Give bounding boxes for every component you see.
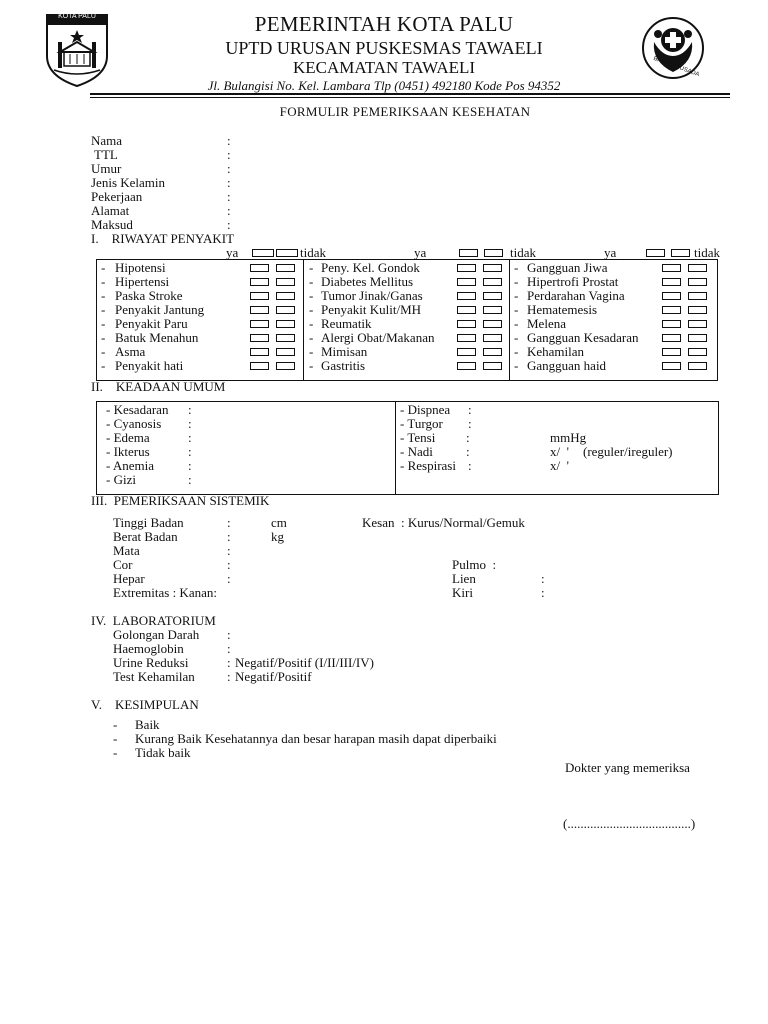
extremitas-label: Extremitas : Kanan: — [113, 585, 217, 600]
separator: : — [188, 444, 192, 459]
checkbox-tidak[interactable] — [688, 264, 707, 272]
disease-label: Paska Stroke — [115, 288, 183, 303]
field-pekerjaan-label: Pekerjaan — [91, 189, 143, 204]
berat-badan-label: Berat Badan — [113, 529, 178, 544]
list-dash: - — [101, 274, 106, 289]
checkbox-tidak[interactable] — [276, 306, 295, 314]
disease-label: Hipotensi — [115, 260, 166, 275]
list-dash: - — [514, 260, 519, 275]
list-dash: - — [309, 260, 314, 275]
disease-label: Gangguan Kesadaran — [527, 330, 639, 345]
list-dash: - — [309, 344, 314, 359]
disease-label: Gastritis — [321, 358, 366, 373]
list-dash: - — [514, 330, 519, 345]
label: Respirasi — [407, 458, 456, 473]
header-checkbox-tidak — [484, 249, 503, 257]
separator: : — [227, 161, 231, 176]
golongan-darah-label: Golongan Darah — [113, 627, 200, 642]
checkbox-tidak[interactable] — [688, 320, 707, 328]
list-dash: - — [309, 302, 314, 317]
section-5-title: V. KESIMPULAN — [91, 697, 199, 712]
test-kehamilan-value: Negatif/Positif — [235, 669, 312, 684]
checkbox-ya[interactable] — [457, 334, 476, 342]
nadi-note: (reguler/ireguler) — [583, 444, 673, 459]
checkbox-tidak[interactable] — [483, 278, 502, 286]
separator: : — [541, 585, 545, 600]
hepar-label: Hepar — [113, 571, 145, 586]
tinggi-badan-label: Tinggi Badan — [113, 515, 184, 530]
header-checkbox-ya — [459, 249, 478, 257]
checkbox-ya[interactable] — [250, 292, 269, 300]
checkbox-tidak[interactable] — [276, 348, 295, 356]
label: Cyanosis — [113, 416, 162, 431]
disease-label: Reumatik — [321, 316, 372, 331]
header-tidak: tidak — [510, 245, 536, 260]
disease-label: Penyakit Kulit/MH — [321, 302, 422, 317]
checkbox-ya[interactable] — [457, 264, 476, 272]
test-kehamilan-label: Test Kehamilan — [113, 669, 195, 684]
checkbox-tidak[interactable] — [483, 334, 502, 342]
separator: : — [227, 655, 231, 670]
checkbox-ya[interactable] — [662, 278, 681, 286]
table-column-divider — [509, 259, 510, 380]
list-dash: - — [101, 288, 106, 303]
header-line-2: UPTD URUSAN PUSKESMAS TAWAELI — [225, 38, 543, 58]
disease-label: Gangguan haid — [527, 358, 607, 373]
checkbox-ya[interactable] — [662, 362, 681, 370]
urine-reduksi-label: Urine Reduksi — [113, 655, 189, 670]
list-dash: - — [514, 358, 519, 373]
field-umur-label: Umur — [91, 161, 122, 176]
label: Tidak baik — [135, 745, 191, 760]
item-dispnea: - Dispnea — [400, 402, 451, 417]
disease-label: Mimisan — [321, 344, 368, 359]
separator: : — [227, 217, 231, 232]
item-kesadaran: - Kesadaran — [106, 402, 169, 417]
separator: : — [188, 416, 192, 431]
field-alamat-label: Alamat — [91, 203, 130, 218]
header-divider-thick — [90, 93, 730, 95]
kesimpulan-option: - Kurang Baik Kesehatannya dan besar harapan masih dapat diperbaiki — [113, 731, 497, 746]
separator: : — [188, 402, 192, 417]
checkbox-tidak[interactable] — [688, 348, 707, 356]
header-ya: ya — [414, 245, 427, 260]
checkbox-tidak[interactable] — [483, 362, 502, 370]
logo-left-text: KOTA PALU — [58, 13, 96, 20]
kesan-label: Kesan : Kurus/Normal/Gemuk — [362, 515, 525, 530]
signature-line: (......................................) — [563, 816, 696, 831]
checkbox-ya[interactable] — [457, 362, 476, 370]
list-dash: - — [101, 260, 106, 275]
nadi-unit: x/ ' — [550, 444, 569, 459]
disease-label: Batuk Menahun — [115, 330, 199, 345]
kesimpulan-option: - Tidak baik — [113, 745, 191, 760]
checkbox-tidak[interactable] — [688, 278, 707, 286]
disease-label: Melena — [527, 316, 566, 331]
disease-label: Peny. Kel. Gondok — [321, 260, 420, 275]
header-line-3: KECAMATAN TAWAELI — [292, 58, 476, 77]
field-nama-label: Nama — [91, 133, 123, 148]
checkbox-ya[interactable] — [250, 334, 269, 342]
separator: : — [227, 203, 231, 218]
label: Turgor — [407, 416, 443, 431]
separator: : — [227, 147, 231, 162]
checkbox-ya[interactable] — [250, 320, 269, 328]
list-dash: - — [514, 288, 519, 303]
header-checkbox-ya — [646, 249, 665, 257]
header-checkbox-ya — [252, 249, 274, 257]
item-turgor: - Turgor — [400, 416, 443, 431]
list-dash: - — [514, 274, 519, 289]
list-dash: - — [101, 330, 106, 345]
separator: : — [468, 458, 472, 473]
logo-right-text: BHAKTI HUSADA — [652, 55, 700, 79]
label: Tensi — [407, 430, 436, 445]
separator: : — [227, 641, 231, 656]
list-dash: - — [309, 288, 314, 303]
separator: : — [227, 543, 231, 558]
tinggi-unit: cm — [271, 515, 287, 530]
separator: : — [188, 430, 192, 445]
item-cyanosis: - Cyanosis — [106, 416, 162, 431]
checkbox-ya[interactable] — [457, 348, 476, 356]
disease-label: Asma — [115, 344, 146, 359]
header-tidak: tidak — [694, 245, 720, 260]
separator: : — [227, 515, 231, 530]
section-2-title: II. KEADAAN UMUM — [91, 379, 226, 394]
list-dash: - — [101, 344, 106, 359]
label: Kurang Baik Kesehatannya dan besar harapan masih dapat diperbaiki — [135, 731, 497, 746]
kesimpulan-option: - Baik — [113, 717, 160, 732]
disease-label: Alergi Obat/Makanan — [321, 330, 435, 345]
label: Edema — [113, 430, 150, 445]
checkbox-tidak[interactable] — [688, 292, 707, 300]
item-respirasi: - Respirasi — [400, 458, 456, 473]
list-dash: - — [101, 316, 106, 331]
header-tidak: tidak — [300, 245, 326, 260]
separator: : — [227, 669, 231, 684]
checkbox-ya[interactable] — [457, 278, 476, 286]
list-dash: - — [309, 316, 314, 331]
checkbox-tidak[interactable] — [276, 264, 295, 272]
checkbox-tidak[interactable] — [688, 306, 707, 314]
disease-label: Diabetes Mellitus — [321, 274, 414, 289]
checkbox-ya[interactable] — [457, 320, 476, 328]
item-anemia: - Anemia — [106, 458, 155, 473]
disease-label: Penyakit hati — [115, 358, 184, 373]
checkbox-ya[interactable] — [457, 306, 476, 314]
checkbox-ya[interactable] — [662, 320, 681, 328]
checkbox-ya[interactable] — [250, 348, 269, 356]
disease-label: Penyakit Paru — [115, 316, 188, 331]
item-ikterus: - Ikterus — [106, 444, 150, 459]
list-dash: - — [309, 358, 314, 373]
checkbox-tidak[interactable] — [483, 292, 502, 300]
mata-label: Mata — [113, 543, 140, 558]
separator: : — [227, 133, 231, 148]
disease-label: Hematemesis — [527, 302, 598, 317]
lien-label: Lien — [452, 571, 476, 586]
separator: : — [468, 402, 472, 417]
list-dash: - — [309, 330, 314, 345]
separator: : — [227, 571, 231, 586]
label: Gizi — [113, 472, 136, 487]
header-divider-thin — [90, 97, 730, 98]
separator: : — [466, 430, 470, 445]
field-ttl-label: TTL — [91, 147, 118, 162]
checkbox-ya[interactable] — [662, 334, 681, 342]
list-dash: - — [101, 358, 106, 373]
pulmo-label: Pulmo : — [452, 557, 497, 572]
separator: : — [188, 458, 192, 473]
respirasi-unit: x/ ' — [550, 458, 569, 473]
checkbox-ya[interactable] — [457, 292, 476, 300]
disease-label: Tumor Jinak/Ganas — [321, 288, 423, 303]
list-dash: - — [514, 302, 519, 317]
separator: : — [468, 416, 472, 431]
label: Ikterus — [113, 444, 150, 459]
berat-unit: kg — [271, 529, 284, 544]
checkbox-tidak[interactable] — [688, 334, 707, 342]
separator: : — [227, 627, 231, 642]
checkbox-ya[interactable] — [250, 278, 269, 286]
item-tensi: - Tensi — [400, 430, 436, 445]
label: Anemia — [112, 458, 155, 473]
checkbox-tidak[interactable] — [483, 264, 502, 272]
header-ya: ya — [226, 245, 239, 260]
label: Nadi — [407, 444, 433, 459]
separator: : — [227, 175, 231, 190]
list-dash: - — [309, 274, 314, 289]
kiri-label: Kiri — [452, 585, 473, 600]
label: Dispnea — [407, 402, 451, 417]
checkbox-ya[interactable] — [250, 306, 269, 314]
disease-label: Perdarahan Vagina — [527, 288, 625, 303]
cor-label: Cor — [113, 557, 133, 572]
checkbox-tidak[interactable] — [276, 320, 295, 328]
disease-label: Penyakit Jantung — [115, 302, 205, 317]
disease-label: Kehamilan — [527, 344, 585, 359]
checkbox-ya[interactable] — [662, 306, 681, 314]
checkbox-ya[interactable] — [250, 362, 269, 370]
table-column-divider — [303, 259, 304, 380]
urine-reduksi-value: Negatif/Positif (I/II/III/IV) — [235, 655, 374, 670]
checkbox-tidak[interactable] — [483, 320, 502, 328]
section-4-title: IV. LABORATORIUM — [91, 613, 216, 628]
header-address: Jl. Bulangisi No. Kel. Lambara Tlp (0451) 492180 Kode Pos 94352 — [207, 78, 561, 93]
checkbox-tidak[interactable] — [276, 278, 295, 286]
list-dash: - — [101, 302, 106, 317]
checkbox-ya[interactable] — [250, 264, 269, 272]
header-checkbox-tidak — [671, 249, 690, 257]
form-title: FORMULIR PEMERIKSAAN KESEHATAN — [279, 104, 531, 119]
tensi-unit: mmHg — [550, 430, 587, 445]
header-ya: ya — [604, 245, 617, 260]
header-line-1: PEMERINTAH KOTA PALU — [254, 12, 514, 36]
item-edema: - Edema — [106, 430, 150, 445]
item-nadi: - Nadi — [400, 444, 433, 459]
checkbox-ya[interactable] — [662, 292, 681, 300]
checkbox-ya[interactable] — [662, 264, 681, 272]
separator: : — [466, 444, 470, 459]
checkbox-tidak[interactable] — [688, 362, 707, 370]
separator: : — [227, 557, 231, 572]
table-column-divider — [395, 401, 396, 494]
item-gizi: - Gizi — [106, 472, 136, 487]
disease-label: Hipertensi — [115, 274, 170, 289]
checkbox-tidak[interactable] — [276, 362, 295, 370]
field-jenis-kelamin-label: Jenis Kelamin — [91, 175, 166, 190]
separator: : — [188, 472, 192, 487]
checkbox-tidak[interactable] — [276, 292, 295, 300]
list-dash: - — [514, 344, 519, 359]
haemoglobin-label: Haemoglobin — [113, 641, 184, 656]
signature-label: Dokter yang memeriksa — [565, 760, 690, 775]
checkbox-ya[interactable] — [662, 348, 681, 356]
list-dash: - — [514, 316, 519, 331]
separator: : — [227, 189, 231, 204]
section-1-title: I. RIWAYAT PENYAKIT — [91, 231, 235, 246]
separator: : — [227, 529, 231, 544]
checkbox-tidak[interactable] — [276, 334, 295, 342]
separator: : — [541, 571, 545, 586]
disease-label: Hipertrofi Prostat — [527, 274, 619, 289]
checkbox-tidak[interactable] — [483, 306, 502, 314]
label: Baik — [135, 717, 160, 732]
label: Kesadaran — [113, 402, 169, 417]
header-checkbox-tidak — [276, 249, 298, 257]
checkbox-tidak[interactable] — [483, 348, 502, 356]
section-3-title: III. PEMERIKSAAN SISTEMIK — [91, 493, 270, 508]
disease-label: Gangguan Jiwa — [527, 260, 608, 275]
field-maksud-label: Maksud — [91, 217, 133, 232]
